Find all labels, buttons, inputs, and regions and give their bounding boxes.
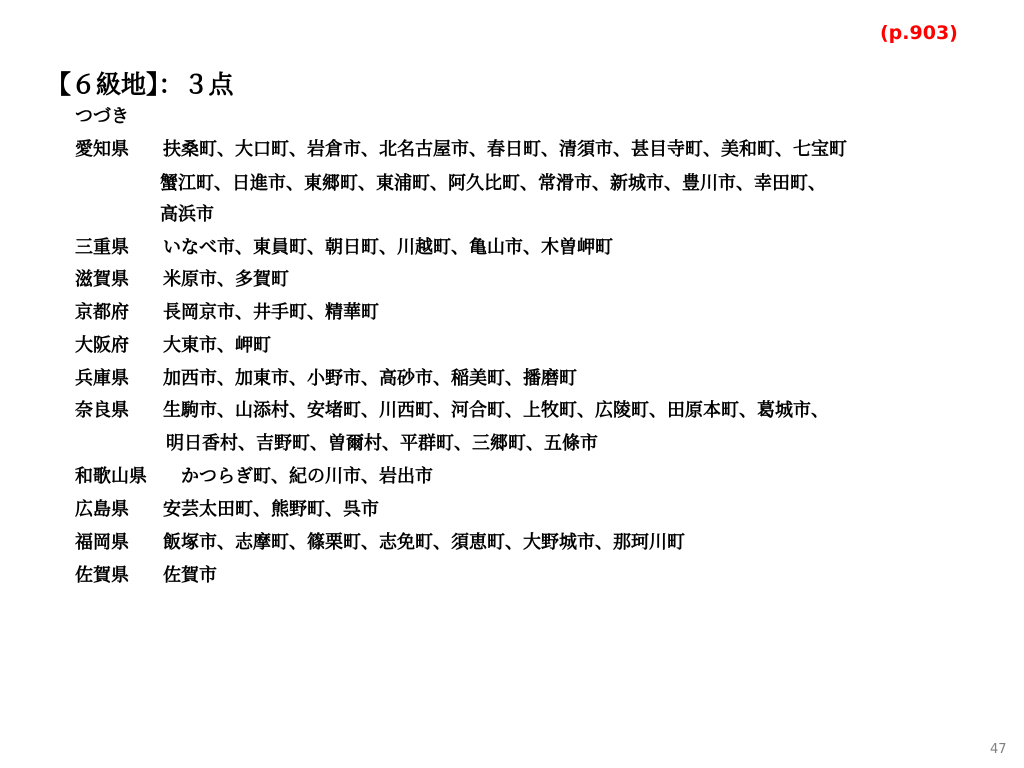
municipality-list: かつらぎ町、紀の川市、岩出市: [181, 466, 433, 487]
prefecture-name: 佐賀県: [75, 565, 129, 586]
prefecture-name: 福岡県: [75, 532, 129, 553]
municipality-list: 長岡京市、井手町、精華町: [163, 302, 379, 323]
municipality-list-cont: 明日香村、吉野町、曽爾村、平群町、三郷町、五條市: [166, 433, 598, 454]
list-item: [75, 399, 829, 423]
list-item: [75, 564, 217, 588]
municipality-list: 佐賀市: [163, 565, 217, 586]
municipality-list: 米原市、多賀町: [163, 269, 289, 290]
municipality-list: 扶桑町、大口町、岩倉市、北名古屋市、春日町、清須市、甚目寺町、美和町、七宝町: [163, 139, 847, 160]
page-reference: (p.903): [880, 22, 958, 44]
list-item: [75, 268, 289, 292]
list-item: [75, 334, 271, 358]
municipality-list: 飯塚市、志摩町、篠栗町、志免町、須恵町、大野城市、那珂川町: [163, 532, 685, 553]
prefecture-name: 奈良県: [75, 400, 129, 421]
municipality-list: いなべ市、東員町、朝日町、川越町、亀山市、木曽岬町: [163, 237, 613, 258]
municipality-list: 大東市、岬町: [163, 335, 271, 356]
page-number: 47: [990, 742, 1007, 757]
municipality-list: 安芸太田町、熊野町、呉市: [163, 499, 379, 520]
list-item: [75, 138, 847, 162]
municipality-list-cont: 高浜市: [160, 204, 214, 225]
list-item: [75, 301, 379, 325]
municipality-list-cont: 蟹江町、日進市、東郷町、東浦町、阿久比町、常滑市、新城市、豊川市、幸田町、: [160, 173, 826, 194]
list-item: [75, 498, 379, 522]
list-item: [75, 367, 577, 391]
list-item: [75, 465, 433, 489]
prefecture-name: 京都府: [75, 302, 129, 323]
municipality-list: 生駒市、山添村、安堵町、川西町、河合町、上牧町、広陵町、田原本町、葛城市、: [163, 400, 829, 421]
list-item: [75, 531, 685, 555]
prefecture-name: 愛知県: [75, 139, 129, 160]
list-item: [75, 236, 613, 260]
prefecture-name: 大阪府: [75, 335, 129, 356]
continued-label: つづき: [75, 106, 129, 127]
prefecture-name: 広島県: [75, 499, 129, 520]
prefecture-name: 滋賀県: [75, 269, 129, 290]
prefecture-name: 兵庫県: [75, 368, 129, 389]
municipality-list: 加西市、加東市、小野市、高砂市、稲美町、播磨町: [163, 368, 577, 389]
prefecture-name: 和歌山県: [75, 466, 147, 487]
prefecture-name: 三重県: [75, 237, 129, 258]
section-heading: 【６級地】：３点: [46, 70, 234, 99]
